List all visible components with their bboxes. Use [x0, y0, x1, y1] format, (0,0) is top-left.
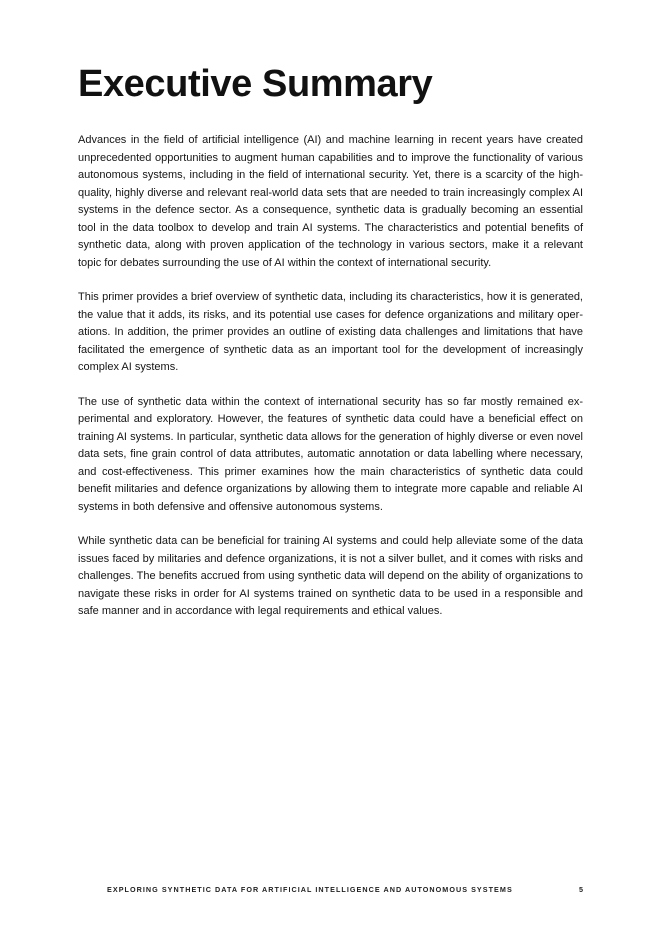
page-number: 5: [579, 884, 583, 894]
page-title: Executive Summary: [78, 63, 433, 105]
paragraph-4: While synthetic data can be beneficial for training AI systems and could help alleviate some of the data issues faced by militaries and defence organizations, it is not a silver bullet, and it comes with risks and challenges. The benefits accrued from using synthetic data will depend on the ability of organizations to navigate these risks in order for AI systems trained on synthetic data to be used in a responsible and safe manner and in accordance with legal requirements and ethical values.: [78, 535, 583, 617]
paragraph-1: Advances in the field of artificial intelligence (AI) and machine learning in recent years have created unprecedented opportunities to augment human capabilities and to improve the functionality of various autonomous systems, including in the field of international security. Yet, there is a scarcity of the high-quality, highly diverse and relevant real-world data sets that are needed to train increasingly complex AI systems in the defence sector. As a consequence, synthetic data is gradually becoming an essential tool in the data toolbox to develop and train AI systems. The characteristics and potential benefits of synthetic data, along with proven application of the technology in various sectors, make it a relevant topic for debates surrounding the use of AI within the context of international security.: [78, 134, 583, 269]
page-footer: [107, 882, 583, 896]
paragraph-3: The use of synthetic data within the context of international security has so far mostly remained experimental and exploratory. However, the features of synthetic data could have a beneficial effect on training AI systems. In particular, synthetic data allows for the generation of highly diverse or even novel data sets, fine grain control of data attributes, automatic annotation or data labelling where necessary, and cost-effectiveness. This primer examines how the main characteristics of synthetic data could benefit militaries and defence organizations by allowing them to integrate more capable and reliable AI systems in both defensive and offensive autonomous systems.: [78, 395, 583, 513]
running-title: EXPLORING SYNTHETIC DATA FOR ARTIFICIAL INTELLIGENCE AND AUTONOMOUS SYSTEMS: [107, 884, 513, 894]
body-text: [78, 132, 583, 638]
paragraph-2: This primer provides a brief overview of synthetic data, including its characteristics, how it is generated, the value that it adds, its risks, and its potential use cases for defence organizations and military operations. In addition, the primer provides an outline of existing data challenges and limitations that have facilitated the emergence of synthetic data as an important tool for the development of increasingly complex AI systems.: [78, 291, 583, 373]
